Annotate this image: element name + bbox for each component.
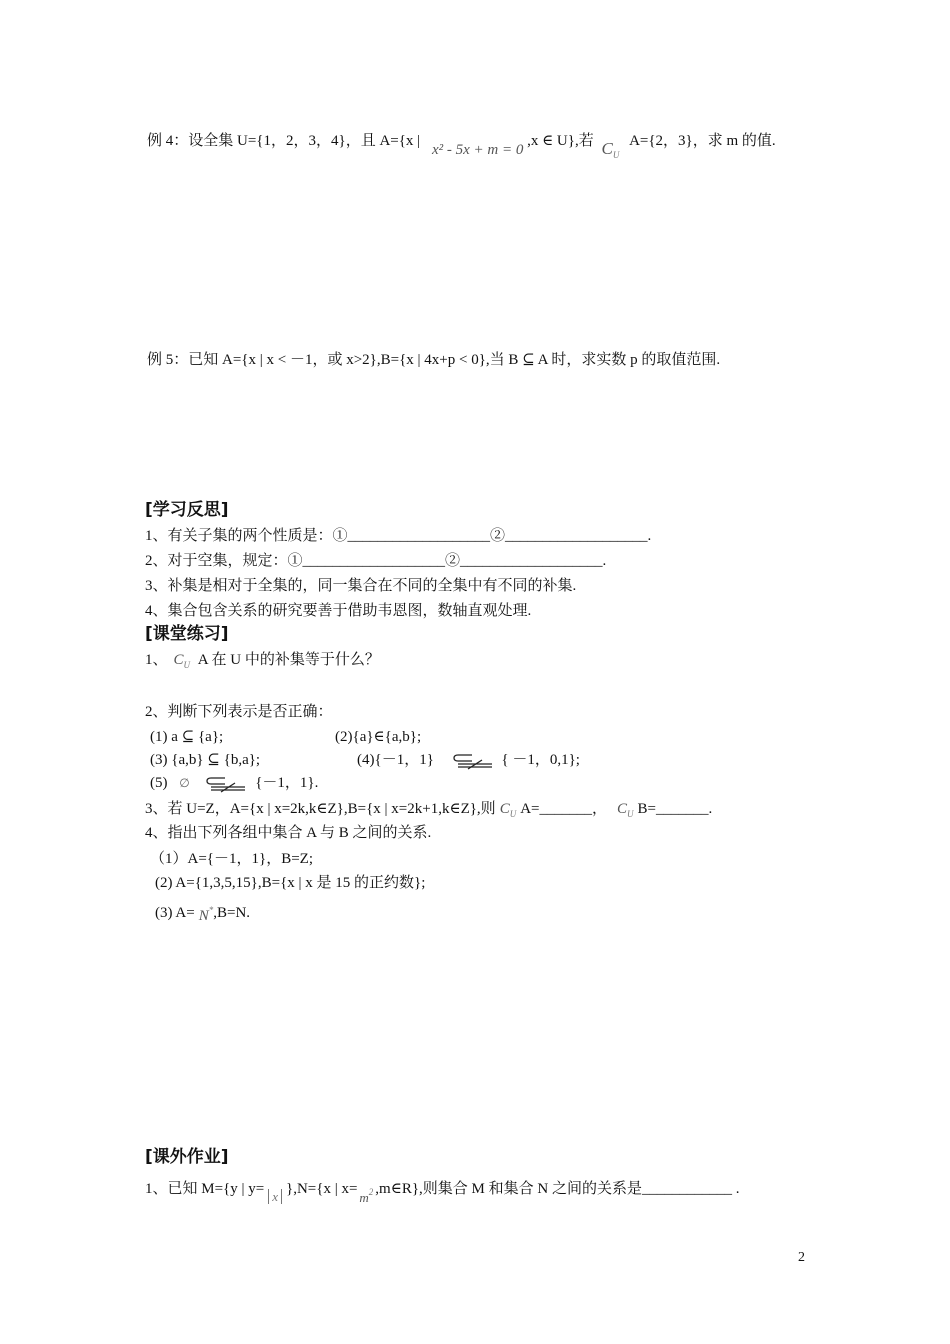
practice-q4: 4、指出下列各组中集合 A 与 B 之间的关系.: [145, 825, 432, 841]
practice-q2-4: (4){－1，1} { －1，0,1};: [357, 752, 580, 768]
reflection-item-4: 4、集合包含关系的研究要善于借助韦恩图，数轴直观处理.: [145, 603, 532, 619]
subsetneq-icon: [205, 775, 251, 793]
subsetneq-icon: [452, 752, 498, 770]
practice-q2-2: (2){a}∈{a,b};: [335, 729, 422, 745]
practice-q3: 3、若 U=Z，A={x | x=2k,k∈Z},B={x | x=2k+1,k∈Z},则 $C_U$ A=_______， $C_U$ B=_______.: [145, 801, 713, 819]
n-star-symbol: N*: [198, 905, 214, 924]
ex4-equation: x² - 5x + m = 0: [431, 142, 524, 158]
practice-q4-3: (3) A= N*,B=N.: [155, 905, 251, 924]
practice-q2-3: (3) {a,b} ⊆ {b,a};: [150, 752, 261, 768]
empty-set-icon: ∅: [179, 776, 190, 790]
practice-q2-1: (1) a ⊆ {a};: [150, 729, 224, 745]
reflection-item-1: 1、有关子集的两个性质是：①___________________②___________________.: [145, 528, 652, 544]
q3-complement-symbol-b: $C_U$: [617, 801, 634, 819]
reflection-title: [学习反思]: [145, 500, 229, 520]
ex4-prefix: 例 4：设全集 U={1，2，3，4}，且 A={x |: [147, 133, 421, 149]
homework-q1: 1、已知 M={y | y= x },N={x | $x=m^2$ ,m∈R},则集合 M 和集合 N 之间的关系是____________ .: [145, 1181, 740, 1205]
example-5: 例 5：已知 A={x | x < －1，或 x>2},B={x | 4x+p < 0},当 B ⊆ A 时，求实数 p 的取值范围.: [147, 352, 721, 368]
practice-q1: 1、 $C_U$ A 在 U 中的补集等于什么？: [145, 652, 380, 670]
reflection-item-3: 3、补集是相对于全集的，同一集合在不同的全集中有不同的补集.: [145, 578, 577, 594]
practice-q2: 2、判断下列表示是否正确：: [145, 704, 333, 720]
page-number: 2: [798, 1250, 805, 1265]
q1-complement-symbol: $C_U$: [173, 652, 191, 670]
practice-q2-5: (5) ∅ {－1，1}.: [150, 775, 319, 791]
example-4: [147, 130, 776, 160]
reflection-item-2: 2、对于空集，规定：①___________________②___________________.: [145, 553, 607, 569]
practice-q4-2: (2) A={1,3,5,15},B={x | x 是 15 的正约数};: [155, 875, 426, 891]
ex4-suffix: A={2，3}，求 m 的值.: [629, 133, 776, 149]
q3-complement-symbol-a: $C_U$: [499, 801, 517, 819]
ex4-complement-symbol: $C_U$: [601, 139, 620, 160]
ex4-mid: ,x ∈ U},若: [527, 133, 594, 149]
abs-x: x: [268, 1189, 282, 1204]
m-squared: $m^2$: [359, 1187, 374, 1205]
practice-q4-1: （1）A={－1，1}，B=Z;: [150, 851, 313, 867]
homework-title: [课外作业]: [145, 1147, 229, 1167]
practice-title: [课堂练习]: [145, 624, 229, 644]
